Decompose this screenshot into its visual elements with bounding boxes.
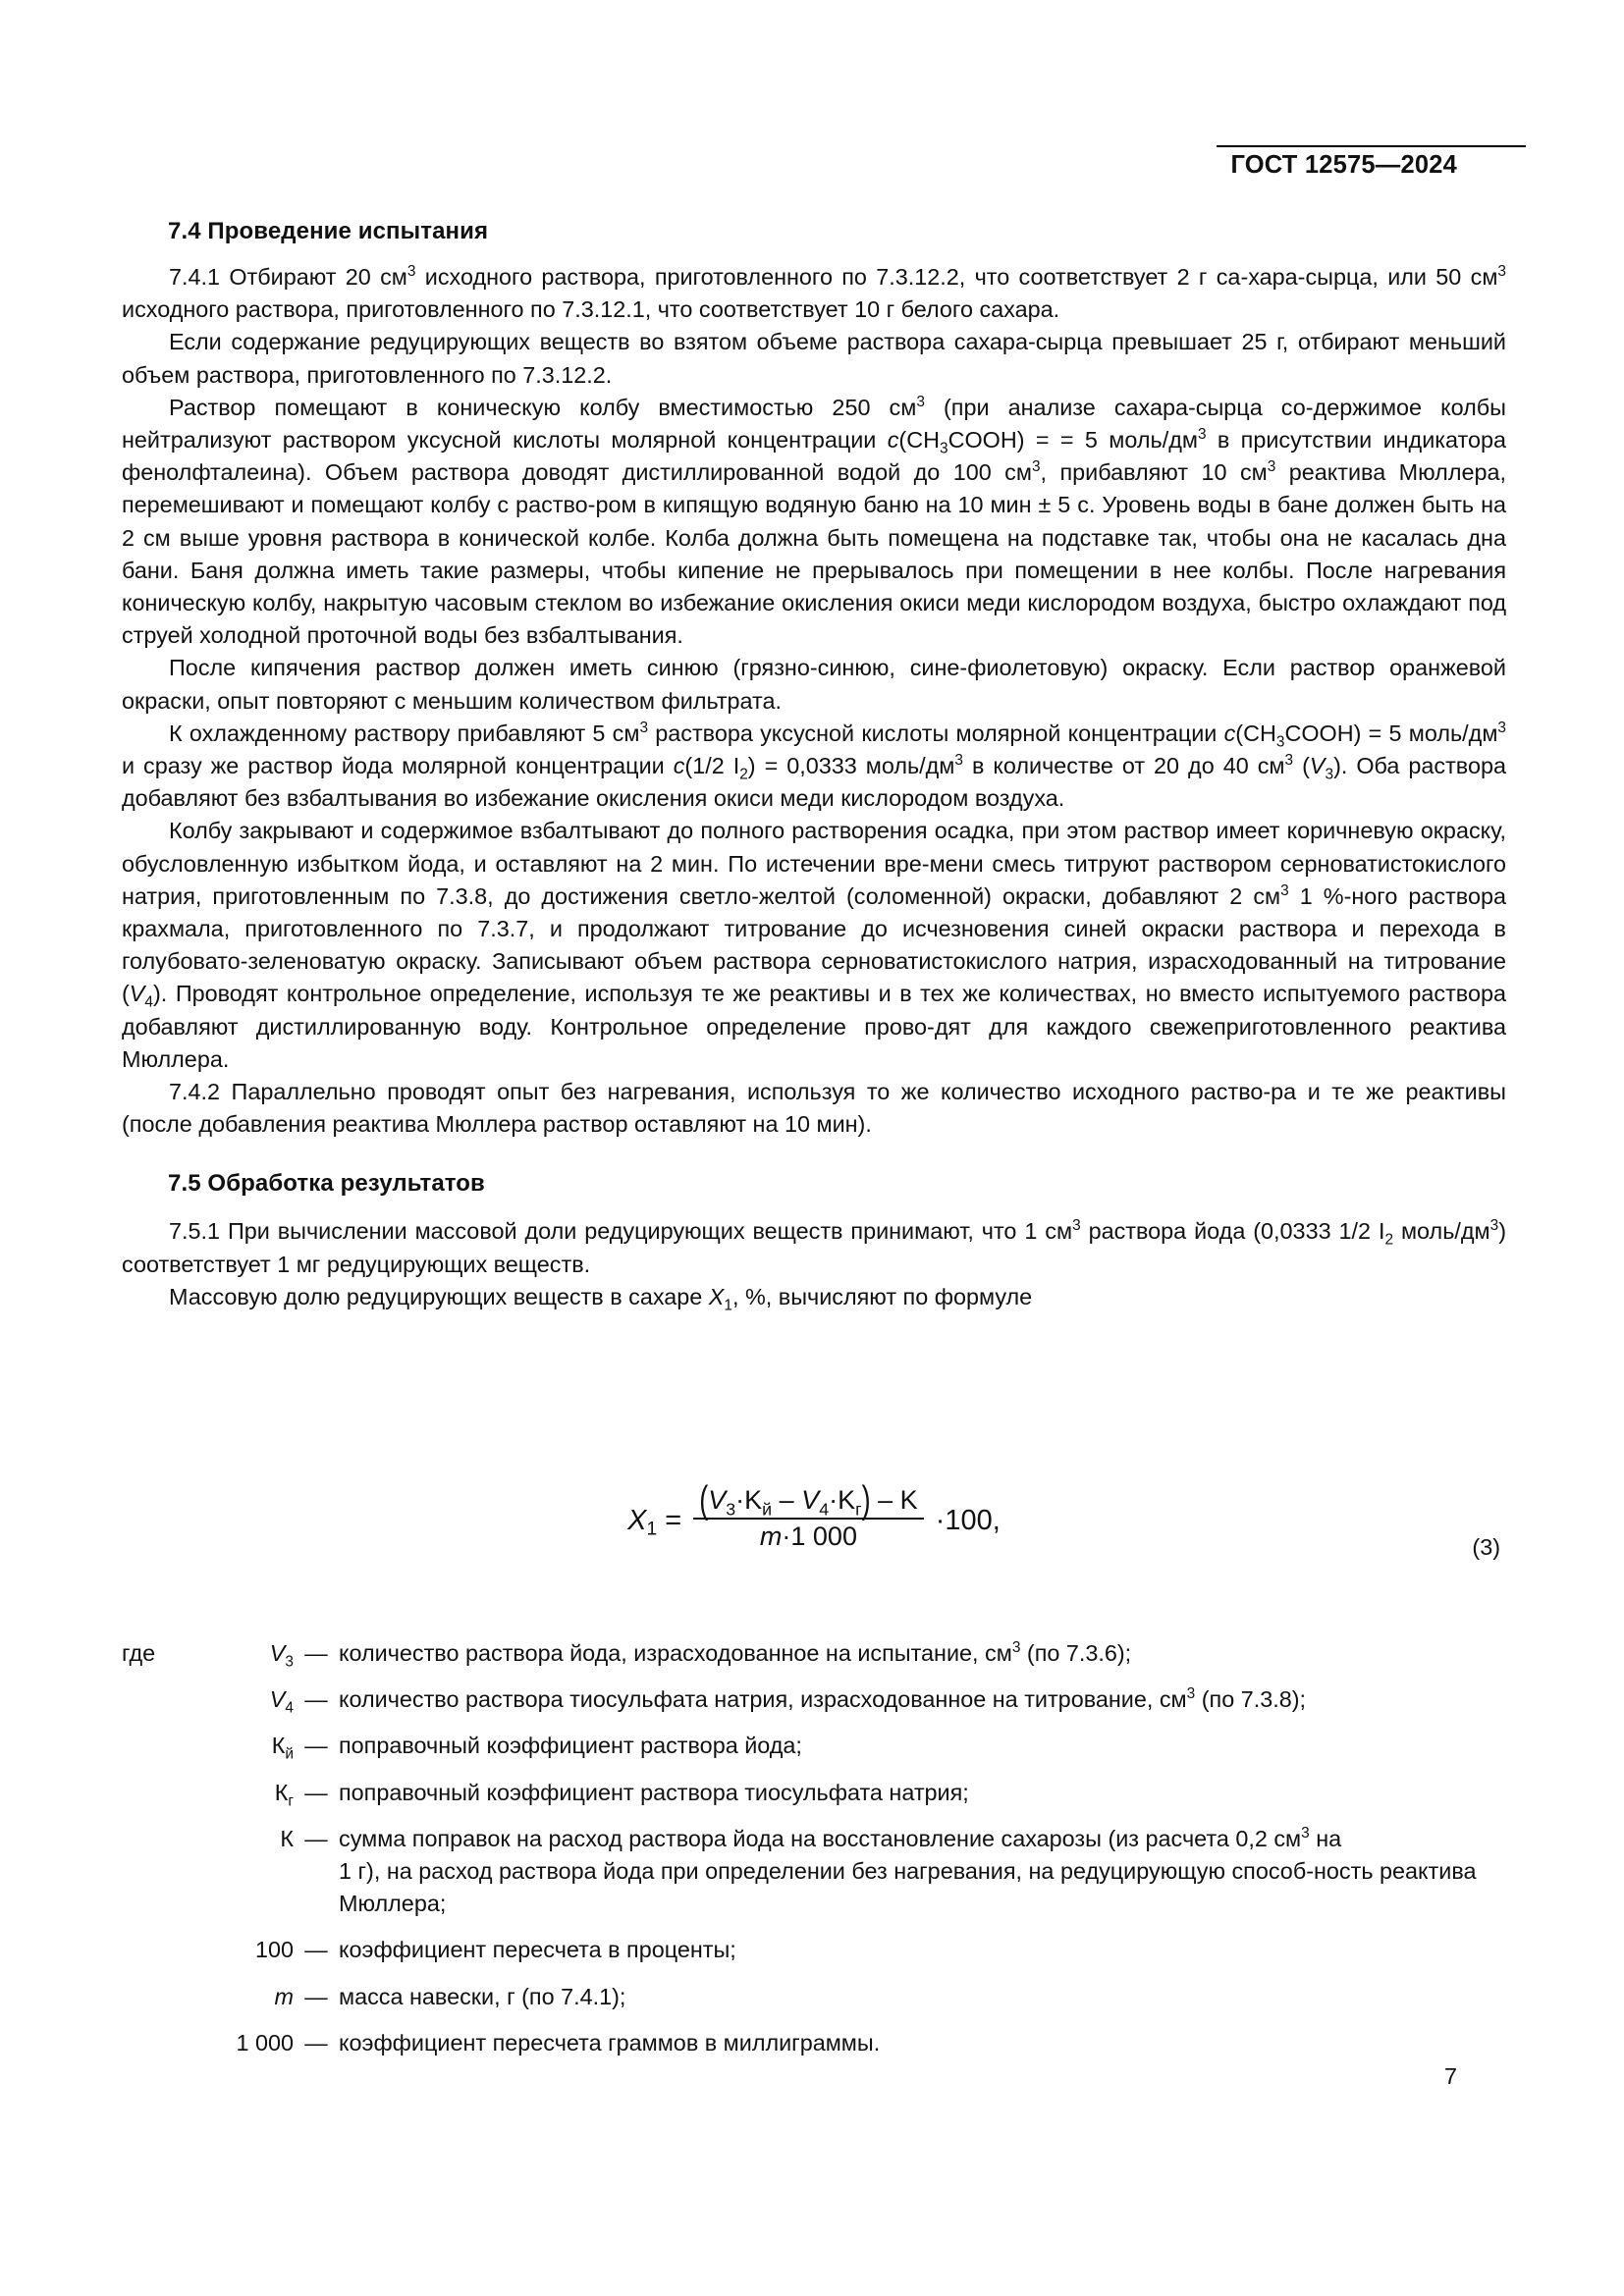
definition-symbol-var: К	[271, 1733, 286, 1759]
section-heading-7-4: 7.4 Проведение испытания	[168, 218, 489, 244]
document-body	[122, 218, 1506, 1313]
subscript-2: 2	[1384, 1232, 1394, 1250]
formula-open-paren: (	[699, 1478, 709, 1522]
superscript-3: 3	[1497, 263, 1506, 281]
formula-lhs-variable: X	[627, 1504, 647, 1536]
superscript-3: 3	[406, 263, 416, 281]
definition-symbol: 100	[254, 1937, 294, 1963]
definition-text-main: поправочный коэффициент раствора йода;	[339, 1733, 802, 1759]
italic-c: c	[1223, 720, 1236, 746]
definition-text-tail: (по 7.3.8);	[1195, 1686, 1307, 1713]
formula-fraction	[693, 1478, 923, 1552]
para-text: в присутствии индикатора фенолфталеина). Объем раствора доводят дистиллированной водой до 100 см	[122, 427, 1506, 486]
para-text: 7.4.1 Отбирают 20 см	[169, 264, 407, 290]
subscript-3: 3	[940, 440, 948, 457]
definition-item	[122, 1730, 1506, 1762]
definition-text-main: поправочный коэффициент раствора тиосульфата натрия;	[339, 1779, 969, 1805]
para-text: 1 %-ного раствора крахмала, приготовленного по 7.3.7, и продолжают титрование до исчезновения синей окраски раствора и перехода в голубовато-зеленоватую окраску. Записывают объем раствора серноватистокислого натрия, израсходованный на титрование (	[122, 882, 1506, 1007]
para-text: Раствор помещают в коническую колбу вместимостью 250 см	[169, 394, 917, 420]
definition-dash: —	[304, 1825, 328, 1851]
formula-denominator	[693, 1520, 923, 1552]
superscript-3: 3	[1197, 426, 1207, 444]
para-text: (при анализе сахара-сырца со-держимое колбы нейтрализуют раствором уксусной кислоты молярной концентрации	[122, 394, 1506, 454]
italic-V3: V	[1309, 753, 1326, 779]
superscript-3: 3	[639, 720, 649, 737]
para-text: исходного раствора, приготовленного по 7.3.12.2, что соответствует 2 г са-хара-сырца, или 50 см	[415, 264, 1498, 290]
para-text: (1/2 I	[684, 753, 740, 779]
formula-numerator	[693, 1478, 923, 1522]
formula-multiplier: ·100,	[935, 1504, 1001, 1536]
italic-X: X	[708, 1283, 725, 1309]
superscript-3: 3	[1280, 882, 1289, 900]
para-text: Массовую долю редуцирующих веществ в сахаре	[169, 1283, 709, 1309]
definition-text-tail: (по 7.3.6);	[1020, 1640, 1132, 1666]
para-text: Колбу закрывают и содержимое взбалтывают до полного растворения осадка, при этом раствор имеет коричневую окраску, обусловленную избытком йода, и оставляют на 2 мин. По истечении вре-мени смесь титруют раствором серноватистокислого натрия, приготовленным по 7.3.8, до достижения светло-желтой (соломенной) окраски, добавляют 2 см	[122, 818, 1506, 909]
definition-dash: —	[304, 1640, 328, 1666]
definition-item	[122, 1683, 1506, 1716]
standard-designation: ГОСТ 12575—2024	[1230, 151, 1457, 179]
superscript-3: 3	[954, 752, 963, 770]
para-text: , прибавляют 10 см	[1040, 459, 1268, 486]
section-heading-7-5: 7.5 Обработка результатов	[168, 1170, 485, 1198]
italic-V4: V	[129, 981, 145, 1007]
definition-symbol-sub: й	[285, 1746, 294, 1764]
definition-item	[122, 1637, 1506, 1670]
definition-symbol	[122, 1823, 294, 1855]
italic-c: c	[887, 427, 899, 454]
definition-text-sup: 3	[1301, 1825, 1310, 1842]
formula-minus: –	[779, 1485, 794, 1515]
page-number: 7	[1443, 2063, 1457, 2089]
para-text: в количестве от 20 до 40 см	[962, 753, 1285, 779]
header-rule	[1217, 145, 1526, 147]
para-text: и сразу же раствор йода молярной концентрации	[122, 753, 674, 779]
formula-V4: V	[801, 1485, 820, 1515]
definition-dash: —	[304, 1937, 328, 1963]
definition-text-tail: на	[1309, 1825, 1342, 1851]
definition-text-main: количество раствора йода, израсходованное на испытание, см	[339, 1640, 1012, 1666]
subscript-1: 1	[724, 1297, 732, 1314]
definitions-list	[122, 1637, 1506, 2073]
superscript-3: 3	[1284, 752, 1294, 770]
para-text: ) = 0,0333 моль/дм	[747, 753, 955, 779]
subscript-2: 2	[739, 766, 748, 783]
definition-text	[339, 1823, 1506, 1921]
formula-m: m	[759, 1522, 783, 1551]
definition-text	[339, 1683, 1506, 1716]
paragraph-titration	[122, 815, 1506, 1076]
definition-text-main: количество раствора тиосульфата натрия, израсходованное на титрование, см	[339, 1686, 1187, 1713]
para-text: , %, вычисляют по формуле	[732, 1283, 1033, 1309]
formula-k1-sub: й	[762, 1499, 773, 1520]
definitions-gde-label: где	[122, 1640, 156, 1666]
superscript-3: 3	[916, 394, 925, 411]
definition-symbol-sub: г	[288, 1792, 294, 1810]
para-text: COOH) = = 5 моль/дм	[947, 427, 1198, 454]
definition-item	[122, 1981, 1506, 2013]
formula-equals: =	[665, 1504, 682, 1536]
superscript-3: 3	[1072, 1217, 1081, 1235]
para-text: исходного раствора, приготовленного по 7.3.12.1, что соответствует 10 г белого сахара.	[122, 296, 1060, 323]
formula-k2-sub: г	[855, 1499, 862, 1520]
para-text: моль/дм	[1393, 1218, 1490, 1245]
definition-symbol-var: m	[274, 1983, 294, 2009]
definition-text-continuation: 1 г), на расход раствора йода при определении без нагревания, на редуцирующую способ-ность реактива Мюллера;	[339, 1858, 1477, 1917]
para-text: раствора уксусной кислоты молярной концентрации	[648, 720, 1224, 746]
page-header	[167, 145, 1457, 185]
definition-symbol-var: К	[274, 1779, 289, 1805]
para-text: ). Оба раствора добавляют без взбалтывания во избежание окисления окиси меди кислородом воздуха.	[122, 753, 1507, 812]
formula-V4-sub: 4	[819, 1499, 830, 1520]
definition-symbol-var: V	[269, 1686, 286, 1713]
formula-expression	[122, 1478, 1506, 1554]
definition-dash: —	[304, 1779, 328, 1805]
subscript-3: 3	[1275, 733, 1285, 751]
para-text: (CH	[898, 427, 940, 454]
definition-symbol: 1 000	[236, 2029, 294, 2056]
formula-V3: V	[708, 1485, 727, 1515]
formula-dot-k1: ·K	[735, 1485, 763, 1515]
formula-minus-K: – K	[878, 1485, 918, 1515]
superscript-3: 3	[1497, 720, 1506, 737]
formula-V3-sub: 3	[726, 1499, 736, 1520]
paragraph-7-4-1	[122, 261, 1506, 326]
para-text: (CH	[1235, 720, 1276, 746]
para-text: реактива Мюллера, перемешивают и помещают колбу с раство-ром в кипящую водяную баню на 10 мин ± 5 с. Уровень воды в бане должен быть на 2 см выше уровня раствора в конической колбе. Колба должна быть помещена на подставке так, чтобы она не касалась дна бани. Баня должна иметь такие размеры, чтобы кипение не прерывалось при помещении в нее колбы. После нагревания коническую колбу, накрытую часовым стеклом во избежание окисления окиси меди кислородом воздуха, быстро охлаждают под струей холодной проточной воды без взбалтывания.	[122, 459, 1507, 649]
paragraph-iodine-addition	[122, 718, 1506, 816]
subscript-3: 3	[1325, 766, 1334, 783]
definition-text: масса навески, г (по 7.4.1);	[339, 1983, 626, 2009]
formula-lhs-subscript: 1	[646, 1519, 658, 1540]
paragraph-7-4-2: 7.4.2 Параллельно проводят опыт без нагревания, используя то же количество исходного раство-ра и те же реактивы (после добавления реактива Мюллера раствор оставляют на 10 мин).	[122, 1079, 1506, 1138]
definition-dash: —	[304, 2029, 328, 2056]
para-text: COOH) = 5 моль/дм	[1284, 720, 1498, 746]
para-text: (	[1293, 753, 1310, 779]
formula-den-rest: ·1 000	[782, 1522, 857, 1551]
subscript-4: 4	[144, 994, 153, 1012]
definition-symbol	[122, 1683, 294, 1716]
definition-text-sup: 3	[1186, 1685, 1196, 1703]
definition-text	[339, 1637, 1506, 1670]
definition-symbol	[122, 1730, 294, 1762]
superscript-3: 3	[1267, 458, 1276, 476]
para-text: ) соответствует 1 мг редуцирующих веществ.	[122, 1218, 1506, 1277]
definition-text-sup: 3	[1011, 1639, 1021, 1657]
definition-symbol	[122, 1981, 294, 2013]
paragraph-excess-note: Если содержание редуцирующих веществ во взятом объеме раствора сахара-сырца превышает 25 г, отбирают меньший объем раствора, приготовленного по 7.3.12.2.	[122, 329, 1506, 388]
formula-number: (3)	[1472, 1534, 1500, 1560]
definition-text: коэффициент пересчета граммов в миллиграммы.	[339, 2029, 881, 2056]
formula-close-paren: )	[861, 1478, 871, 1522]
definition-symbol-var: V	[269, 1640, 286, 1666]
definition-symbol-sub: 4	[285, 1699, 294, 1717]
formula-dot-k2: ·K	[829, 1485, 856, 1515]
definition-item	[122, 2027, 1506, 2059]
definition-text-main: сумма поправок на расход раствора йода на восстановление сахарозы (из расчета 0,2 см	[339, 1825, 1302, 1851]
para-text: ). Проводят контрольное определение, используя те же реактивы и в тех же количествах, но вместо испытуемого раствора добавляют дистиллированную воду. Контрольное определение прово-дят для каждого свежеприготовленного реактива Мюллера.	[122, 981, 1506, 1072]
paragraph-color-check: После кипячения раствор должен иметь синюю (грязно-синюю, сине-фиолетовую) окраску. Если раствор оранжевой окраски, опыт повторяют с меньшим количеством фильтрата.	[122, 655, 1506, 714]
definition-symbol-var: К	[280, 1825, 294, 1851]
definition-text	[339, 1730, 1506, 1762]
para-text: 7.5.1 При вычислении массовой доли редуцирующих веществ принимают, что 1 см	[169, 1218, 1073, 1245]
definition-symbol	[122, 1777, 294, 1809]
definition-item	[122, 1777, 1506, 1809]
definition-symbol-sub: 3	[285, 1653, 294, 1671]
paragraph-formula-intro	[122, 1281, 1506, 1313]
definition-dash: —	[304, 1686, 328, 1713]
definition-item	[122, 1823, 1506, 1921]
definition-text	[339, 1777, 1506, 1809]
definition-item	[122, 1934, 1506, 1966]
formula-block	[122, 1478, 1506, 1591]
paragraph-flask-procedure	[122, 392, 1506, 653]
paragraph-7-5-1	[122, 1215, 1506, 1280]
definition-dash: —	[304, 1983, 328, 2009]
italic-c: c	[673, 753, 685, 779]
para-text: раствора йода (0,0333 1/2 I	[1080, 1218, 1385, 1245]
superscript-3: 3	[1489, 1217, 1499, 1235]
superscript-3: 3	[1031, 458, 1041, 476]
definition-dash: —	[304, 1733, 328, 1759]
para-text: К охлажденному раствору прибавляют 5 см	[169, 720, 640, 746]
definition-text: коэффициент пересчета в проценты;	[339, 1937, 736, 1963]
